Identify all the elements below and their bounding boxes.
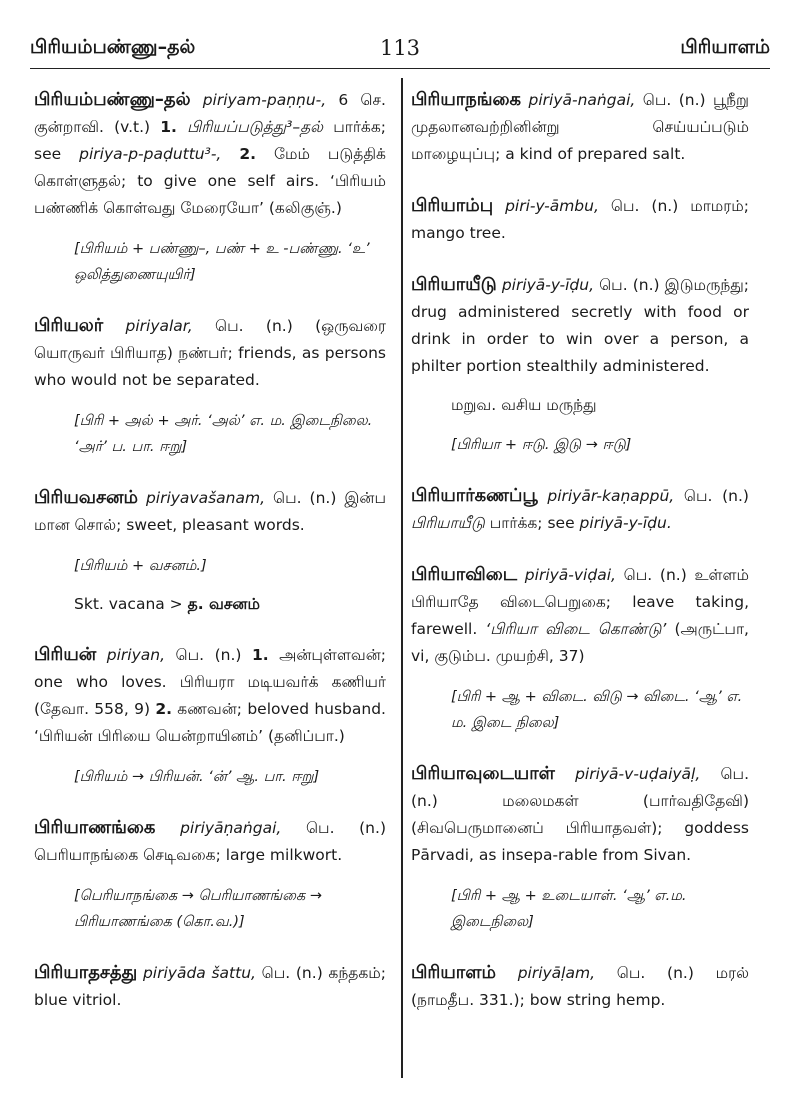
headword: பிரியாயீடு [411, 274, 497, 295]
sense-number: 2. [239, 145, 257, 163]
note-target: த. வசனம் [187, 595, 260, 613]
column-divider [401, 78, 403, 1078]
loanword-note [74, 591, 386, 617]
entry-piriyavasanam [34, 484, 386, 539]
headword: பிரியாவிடை [411, 564, 518, 585]
transliteration: piriyā-naṅgai, [528, 91, 636, 109]
synonym-note: மறுவ. வசிய மருந்து [451, 396, 597, 414]
entry-piriyalar [34, 312, 386, 394]
cross-reference-translit: piriyā-y-īḍu. [579, 514, 672, 532]
quotation: ‘பிரியம் பண்ணிக் கொள்வது மேரையோ’ [34, 172, 386, 217]
entry-piriyananggai [34, 814, 386, 869]
entry-piriyambu [411, 192, 749, 247]
transliteration: piri-y-āmbu, [505, 197, 599, 215]
transliteration: piriyāda šattu, [142, 964, 256, 982]
header-right-guide-word: பிரியாளம் [680, 36, 770, 58]
etymology: [பெரியாநங்கை → பெரியாணங்கை → பிரியாணங்கை (கொ.வ.)] [74, 888, 322, 930]
transliteration: piriyāḷam, [517, 964, 596, 982]
entry-piriyadasattu [34, 959, 386, 1014]
transliteration: piriyā-y-īḍu, [501, 276, 595, 294]
right-column [411, 86, 749, 1014]
etymology: [பிரி + அல் + அர். ‘அல்’ எ. ம. இடைநிலை. ‘அர்’ ப. பா. ஈறு] [74, 413, 373, 455]
transliteration: piriyāṇaṅgai, [180, 819, 282, 837]
headword: பிரியாவுடையாள் [411, 763, 555, 784]
etymology: [பிரியம் → பிரியன். ‘ன்’ ஆ. பா. ஈறு] [74, 769, 320, 785]
grammar: 6 செ. குன்றாவி. (v.t.) [34, 91, 386, 136]
headword: பிரியார்கணப்பூ [411, 485, 538, 506]
quotation-source: (தனிப்பா.) [267, 727, 345, 745]
entry-piriyanangai [411, 86, 749, 168]
sense-number: 1. [160, 118, 177, 136]
definition: பெ. (n.) மாமரம்; mango tree. [411, 197, 749, 242]
quotation-source: (நாமதீப. 331.); [411, 991, 525, 1009]
header-left-guide-word: பிரியம்பண்ணு–தல் [30, 36, 196, 58]
page-number: 113 [379, 36, 421, 60]
headword: பிரியாளம் [411, 962, 496, 983]
entry-piriyavudaiyal [411, 760, 749, 869]
headword: பிரியாம்பு [411, 195, 494, 216]
transliteration: piriyavašanam, [145, 489, 266, 507]
transliteration: piriyan, [106, 646, 166, 664]
entry-piriyayidu [411, 271, 749, 380]
quotation-source: (கலிகுஞ்.) [268, 199, 342, 217]
definition: bow string hemp. [529, 991, 666, 1009]
etymology: [பிரி + ஆ + உடையாள். ‘ஆ’ எ.ம. இடைநிலை] [451, 888, 687, 930]
page-header [30, 34, 770, 69]
definition: அன்புள்ளவன்; one who loves. பிரியரா மடியவர்க் கணியர் (தேவா. 558, 9) [34, 646, 386, 718]
quotation: ‘பிரியா விடை கொண்டு’ [485, 620, 667, 638]
definition: பெ. (n.) இடுமருந்து; drug administered secretly with food or drink in order to win over a person, a philter portion stealthily administered. [411, 276, 749, 375]
definition: பெ. (n.) பெரியாநங்கை செடிவகை; large milkwort. [34, 819, 386, 864]
headword: பிரியவசனம் [34, 487, 138, 508]
headword: பிரியலர் [34, 315, 104, 336]
entry-piriyalam [411, 959, 749, 1014]
definition: கணவன்; beloved husband. [177, 700, 386, 718]
cross-reference-translit: piriya-p-paḍuttu³-, [79, 145, 222, 163]
transliteration: piriyār-kaṇappū, [547, 487, 675, 505]
entry-piriyarkanappu [411, 482, 749, 537]
sense-number: 1. [251, 646, 269, 664]
entry-piriyam-pannu [34, 86, 386, 222]
quotation-source: (அருட்பா, vi, குடும்ப. முயற்சி, 37) [411, 620, 749, 665]
definition: பெ. (n.) பூநீறு முதலானவற்றினின்று செய்யப்படும் மாழையுப்பு; a kind of prepared salt. [411, 91, 749, 163]
etymology: [பிரியம் + பண்ணு–, பண் + உ -பண்ணு. ‘உ’ ஒலித்துணையுயிர்] [74, 241, 370, 283]
grammar: பெ. (n.) [683, 487, 749, 505]
definition: பெ. (n.) மரல் [616, 964, 749, 982]
left-column [34, 86, 386, 1014]
definition: பெ. (n.) (ஒருவரை யொருவர் பிரியாத) நண்பர்; friends, as persons who would not be separated. [34, 317, 386, 389]
transliteration: piriyā-v-uḍaiyāḷ, [575, 765, 701, 783]
headword: பிரியம்பண்ணு–தல் [34, 89, 191, 110]
definition: பார்க்க; see [489, 514, 575, 532]
headword: பிரியாணங்கை [34, 817, 156, 838]
definition: பெ. (n.) உள்ளம் பிரியாதே விடைபெறுகை; leave taking, farewell. [411, 566, 749, 638]
entry-piriyan [34, 641, 386, 750]
grammar: பெ. (n.) [175, 646, 242, 664]
definition: பெ. (n.) இன்ப மான சொல்; sweet, pleasant words. [34, 489, 386, 534]
etymology: [பிரியம் + வசனம்.] [74, 558, 207, 574]
etymology: [பிரியா + ஈடு. இடு → ஈடு] [451, 437, 632, 453]
entry-piriyavidai [411, 561, 749, 670]
definition: பெ. (n.) கந்தகம்; blue vitriol. [34, 964, 386, 1009]
definition: பார்க்க; see [34, 118, 386, 163]
transliteration: piriyā-viḍai, [524, 566, 616, 584]
headword: பிரியன் [34, 644, 97, 665]
cross-reference: பிரியாயீடு [411, 514, 485, 532]
etymology: [பிரி + ஆ + விடை. விடு → விடை. ‘ஆ’ எ. ம. இடை நிலை] [451, 689, 743, 731]
definition: பெ. (n.) மலைமகள் (பார்வதிதேவி) (சிவபெருமானைப் பிரியாதவள்); goddess Pārvadi, as insepa-rable from Sivan. [411, 765, 749, 864]
sense-number: 2. [155, 700, 172, 718]
quotation: ‘பிரியன் பிரியை யென்றாயினம்’ [34, 727, 264, 745]
transliteration: piriyalar, [125, 317, 193, 335]
definition: மேம் படுத்திக் கொள்ளுதல்; to give one self airs. [34, 145, 386, 190]
headword: பிரியாதசத்து [34, 962, 138, 983]
transliteration: piriyam-paṇṇu-, [202, 91, 327, 109]
headword: பிரியாநங்கை [411, 89, 522, 110]
note-source: Skt. vacana > [74, 595, 183, 613]
cross-reference: பிரியப்படுத்து³–தல் [187, 118, 324, 136]
